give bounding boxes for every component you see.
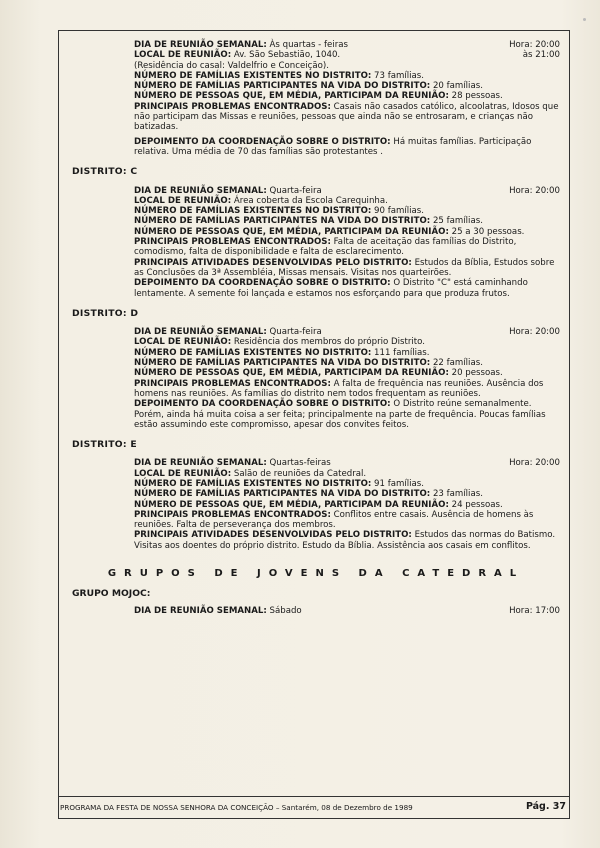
activities-label: PRINCIPAIS ATIVIDADES DESENVOLVIDAS PELO DISTRITO: (134, 257, 412, 268)
problems-value: Casais não casados católico, alcoolatras, Idosos que não participam das Missas e reuniões, pessoas que ainda não se entrosaram, e crianças não batizadas. (134, 101, 559, 133)
participating-families-label: NÚMERO DE FAMÍLIAS PARTICIPANTES NA VIDA DO DISTRITO: (134, 216, 431, 227)
participating-families-row (134, 216, 560, 226)
meeting-day-label: DIA DE REUNIÃO SEMANAL: (134, 327, 267, 338)
meeting-day-value: Quarta-feira (269, 185, 322, 196)
meeting-place-value: Salão de reuniões da Catedral. (233, 468, 367, 479)
meeting-day-row (134, 186, 560, 196)
meeting-time: Hora: 20:00 (509, 40, 560, 50)
problems-label: PRINCIPAIS PROBLEMAS ENCONTRADOS: (134, 101, 331, 112)
people-count-label: NÚMERO DE PESSOAS QUE, EM MÉDIA, PARTICIPAM DA REUNIÃO: (134, 226, 449, 237)
footer-rule (58, 796, 570, 797)
meeting-day-row (134, 606, 560, 616)
youth-groups-title: GRUPOS DE JOVENS DA CATEDRAL (107, 568, 525, 580)
problems-label: PRINCIPAIS PROBLEMAS ENCONTRADOS: (134, 237, 331, 248)
meeting-place-label: LOCAL DE REUNIÃO: (134, 468, 232, 479)
problems-row (134, 379, 560, 400)
meeting-time: Hora: 20:00 (509, 458, 560, 469)
meeting-day-row (134, 327, 560, 337)
meeting-day-value: Às quartas - feiras (269, 40, 348, 50)
problems-label: PRINCIPAIS PROBLEMAS ENCONTRADOS: (134, 509, 331, 520)
people-count-value: 24 pessoas. (451, 499, 503, 510)
meeting-place-note: (Residência do casal: Valdelfrio e Conceição). (134, 60, 329, 71)
meeting-time: Hora: 20:00 (509, 185, 560, 196)
district-e-title: DISTRITO: E (72, 439, 137, 451)
section-district-e (134, 458, 560, 551)
problems-value: Falta de aceitação das famílias do Distrito, comodismo, falta de disponibilidade e falta de esclarecimento. (134, 237, 517, 258)
meeting-day-value: Quarta-feira (269, 327, 322, 338)
problems-row (134, 237, 560, 258)
activities-row (134, 530, 560, 551)
families-count-label: NÚMERO DE FAMÍLIAS EXISTENTES NO DISTRITO: (134, 478, 372, 489)
participating-families-value: 23 famílias. (432, 489, 483, 500)
problems-row (134, 102, 560, 133)
page-number: Pág. 37 (525, 801, 566, 812)
testimony-label: DEPOIMENTO DA COORDENAÇÃO SOBRE O DISTRITO: (134, 399, 391, 410)
meeting-place-label: LOCAL DE REUNIÃO: (134, 195, 232, 206)
people-count-row (134, 368, 560, 378)
meeting-day-label: DIA DE REUNIÃO SEMANAL: (134, 185, 267, 196)
activities-row (134, 258, 560, 279)
families-count-value: 91 famílias. (374, 478, 425, 489)
meeting-place-label: LOCAL DE REUNIÃO: (134, 50, 232, 61)
meeting-place-value: Av. São Sebastião, 1040. (233, 50, 341, 61)
participating-families-label: NÚMERO DE FAMÍLIAS PARTICIPANTES NA VIDA DO DISTRITO: (134, 81, 431, 92)
district-c-title: DISTRITO: C (72, 166, 138, 178)
families-count-label: NÚMERO DE FAMÍLIAS EXISTENTES NO DISTRITO: (134, 206, 372, 217)
people-count-row (134, 500, 560, 510)
meeting-day-row (134, 458, 560, 468)
participating-families-label: NÚMERO DE FAMÍLIAS PARTICIPANTES NA VIDA DO DISTRITO: (134, 358, 431, 369)
testimony-label: DEPOIMENTO DA COORDENAÇÃO SOBRE O DISTRITO: (134, 136, 391, 147)
people-count-value: 25 a 30 pessoas. (451, 226, 525, 237)
families-count-row (134, 71, 560, 81)
families-count-row (134, 206, 560, 216)
meeting-place-row (134, 469, 560, 479)
meeting-time: Hora: 20:00 (509, 327, 560, 338)
meeting-day-row (134, 40, 560, 50)
meeting-day-label: DIA DE REUNIÃO SEMANAL: (134, 40, 267, 50)
testimony-value: O Distrito "C" está caminhando lentamente. A semente foi lançada e estamos nos esforçando para que produza frutos. (134, 278, 528, 299)
participating-families-row (134, 358, 560, 368)
testimony-row (134, 278, 560, 299)
meeting-place-row (134, 50, 560, 60)
meeting-place-row (134, 196, 560, 206)
participating-families-value: 20 famílias. (432, 81, 483, 92)
families-count-row (134, 479, 560, 489)
families-count-row (134, 348, 560, 358)
page-footer (60, 803, 566, 812)
families-count-value: 111 famílias. (374, 347, 430, 358)
footer-text: PROGRAMA DA FESTA DE NOSSA SENHORA DA CONCEIÇÃO – Santarém, 08 de Dezembro de 1989 (60, 803, 413, 812)
group-mojoc-title: GRUPO MOJOC: (72, 588, 151, 600)
testimony-row (134, 399, 560, 430)
section-district-c (134, 186, 560, 299)
meeting-place-row (134, 337, 560, 347)
families-count-label: NÚMERO DE FAMÍLIAS EXISTENTES NO DISTRITO: (134, 70, 372, 81)
meeting-place-label: LOCAL DE REUNIÃO: (134, 337, 232, 348)
paper-mark (583, 18, 586, 21)
district-d-title: DISTRITO: D (72, 307, 139, 319)
meeting-day-label: DIA DE REUNIÃO SEMANAL: (134, 458, 267, 469)
meeting-time: Hora: 17:00 (509, 605, 560, 616)
content (72, 40, 560, 616)
meeting-day-value: Quartas-feiras (269, 458, 331, 469)
people-count-value: 20 pessoas. (451, 368, 503, 379)
participating-families-row (134, 81, 560, 91)
testimony-value: O Distrito reúne semanalmente. Porém, ainda há muita coisa a ser feita; principalmente na parte de frequência. Poucas famílias estão assumindo este compromisso, apesar dos convites feitos. (134, 399, 546, 430)
participating-families-value: 25 famílias. (432, 216, 483, 227)
section-district-d (134, 327, 560, 430)
section-group-mojoc (134, 606, 560, 616)
families-count-value: 90 famílias. (374, 206, 425, 217)
testimony-value: Há muitas famílias. Participação relativa. Uma média de 70 das famílias são protestantes . (134, 136, 532, 157)
people-count-label: NÚMERO DE PESSOAS QUE, EM MÉDIA, PARTICIPAM DA REUNIÃO: (134, 368, 449, 379)
problems-value: A falta de frequência nas reuniões. Ausência dos homens nas reuniões. As famílias do distrito nem todos frequentam as reuniões. (134, 378, 544, 399)
problems-value: Conflitos entre casais. Ausência de homens às reuniões. Falta de perseverança dos membros. (134, 509, 534, 531)
participating-families-label: NÚMERO DE FAMÍLIAS PARTICIPANTES NA VIDA DO DISTRITO: (134, 489, 431, 500)
people-count-value: 28 pessoas. (451, 91, 503, 102)
families-count-value: 73 famílias. (374, 70, 425, 81)
problems-row (134, 510, 560, 531)
people-count-row (134, 91, 560, 101)
families-count-label: NÚMERO DE FAMÍLIAS EXISTENTES NO DISTRITO: (134, 347, 372, 358)
people-count-label: NÚMERO DE PESSOAS QUE, EM MÉDIA, PARTICIPAM DA REUNIÃO: (134, 91, 449, 102)
meeting-day-value: Sábado (269, 605, 302, 616)
participating-families-row (134, 489, 560, 499)
meeting-time-end: às 21:00 (522, 50, 560, 61)
testimony-label: DEPOIMENTO DA COORDENAÇÃO SOBRE O DISTRITO: (134, 278, 391, 289)
people-count-label: NÚMERO DE PESSOAS QUE, EM MÉDIA, PARTICIPAM DA REUNIÃO: (134, 499, 449, 510)
people-count-row (134, 227, 560, 237)
meeting-place-value: Área coberta da Escola Carequinha. (233, 195, 388, 206)
testimony-row (134, 137, 560, 158)
section-top (134, 40, 560, 157)
meeting-day-label: DIA DE REUNIÃO SEMANAL: (134, 605, 267, 616)
meeting-place-value: Residência dos membros do próprio Distrito. (233, 337, 425, 348)
activities-label: PRINCIPAIS ATIVIDADES DESENVOLVIDAS PELO DISTRITO: (134, 530, 412, 541)
activities-value: Estudos das normas do Batismo. Visitas aos doentes do próprio distrito. Estudo da Bíblia. Assistência aos casais em conflitos. (134, 530, 556, 551)
activities-value: Estudos da Bíblia, Estudos sobre as Conclusões da 3ª Assembléia, Missas mensais. Visitas nos quarteirões. (134, 257, 555, 278)
problems-label: PRINCIPAIS PROBLEMAS ENCONTRADOS: (134, 378, 331, 389)
participating-families-value: 22 famílias. (432, 358, 483, 369)
